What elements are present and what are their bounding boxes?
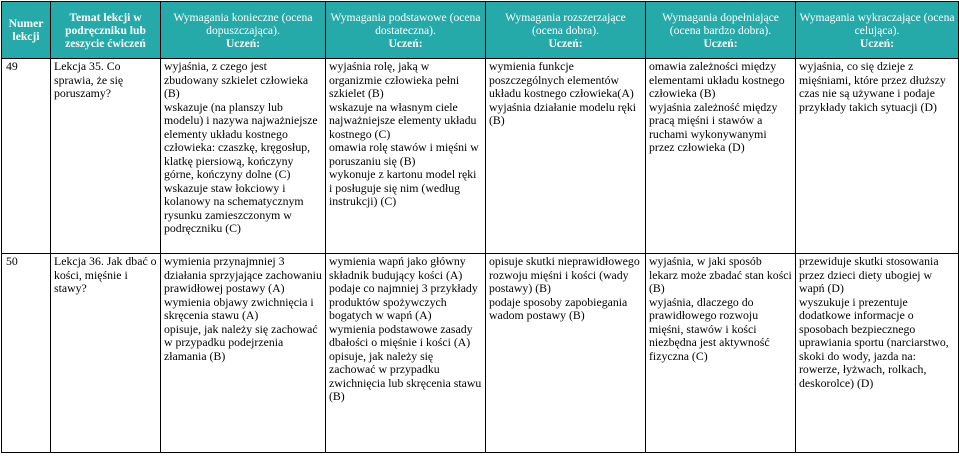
requirement-item: opisuje, jak należy się zachować w przypadku podejrzenia złamania (B) (164, 321, 318, 363)
header-podstawowe (326, 2, 486, 59)
header-rozszerzajace-uczen: Uczeń: (548, 36, 583, 50)
konieczne-cell (161, 254, 326, 453)
requirement-item: wyjaśnia, w jaki sposób lekarz może zbadać stan kości (B) (649, 254, 792, 295)
header-konieczne-uczen: Uczeń: (225, 36, 261, 50)
header-podstawowe-title: Wymagania podstawowe (ocena dostateczna). (330, 10, 481, 37)
header-wykraczajace (796, 2, 959, 59)
lesson-number: 50 (2, 254, 51, 453)
podstawowe-cell (326, 254, 486, 453)
requirement-item: wyjaśnia rolę, jaką w organizmie człowieka pełni szkielet (B) (329, 59, 460, 100)
dopelniajace-cell (646, 59, 796, 254)
header-wykraczajace-uczen: Uczeń: (859, 36, 895, 50)
requirement-item: wyjaśnia, co się dzieje z mięśniami, które przez dłuższy czas nie są używane i podaje przykłady takich sytuacji (D) (799, 59, 946, 114)
requirement-item: wymienia wapń jako główny składnik budujący kości (A) (329, 254, 466, 282)
requirement-item: omawia rolę stawów i mięśni w poruszaniu się (B) (329, 140, 479, 168)
requirement-item: wskazuje na własnym ciele najważniejsze elementy układu kostnego (C) (329, 99, 477, 141)
header-dopelniajace-uczen: Uczeń: (703, 36, 738, 50)
curriculum-table (1, 1, 959, 453)
header-dopelniajace-title: Wymagania dopełniające (ocena bardzo dobra). (662, 10, 779, 37)
table-row (2, 254, 959, 453)
podstawowe-cell (326, 59, 486, 254)
rozszerzajace-cell (486, 254, 646, 453)
wykraczajace-cell (796, 254, 959, 453)
rozszerzajace-cell (486, 59, 646, 254)
requirement-item: opisuje skutki nieprawidłowego rozwoju mięśni i kości (wady postawy) (B) (489, 254, 640, 295)
lesson-number: 49 (2, 59, 51, 254)
konieczne-cell (161, 59, 326, 254)
requirement-item: wykonuje z kartonu model ręki i posługuje się nim (według instrukcji) (C) (329, 167, 477, 208)
header-rozszerzajace-title: Wymagania rozszerzające (ocena dobra). (505, 10, 626, 37)
requirement-item: podaje sposoby zapobiegania wadom postawy (B) (489, 294, 628, 322)
header-numer: Numer lekcji (2, 2, 51, 59)
requirement-item: opisuje, jak należy się zachować w przypadku zwichnięcia lub skręcenia stawu (B) (329, 348, 482, 403)
requirement-item: wymienia przynajmniej 3 działania sprzyjające zachowaniu prawidłowej postawy (A) (164, 254, 322, 295)
header-dopelniajace (646, 2, 796, 59)
requirement-item: wymienia objawy zwichnięcia i skręcenia stawu (A) (164, 294, 314, 322)
requirement-item: wyszukuje i prezentuje dodatkowe informacje o sposobach bezpiecznego uprawiania sportu (narciarstwo, skoki do wody, jazda na: rowerze, łyżwach, rolkach, deskorolce) (D) (799, 294, 949, 390)
requirement-item: wyjaśnia, z czego jest zbudowany szkielet człowieka (B) (164, 59, 309, 100)
header-rozszerzajace (486, 2, 646, 59)
header-konieczne-title: Wymagania konieczne (ocena dopuszczająca). (173, 10, 313, 37)
requirement-item: wymienia podstawowe zasady dbałości o mięśnie i kości (A) (329, 321, 473, 349)
requirement-item: wskazuje (na planszy lub modelu) i nazywa najważniejsze elementy układu kostnego człowieka: czaszkę, kręgosłup, klatkę piersiową, kończyny górne, kończyny dolne (C) (164, 99, 318, 181)
requirement-item: wymienia funkcje poszczególnych elementów układu kostnego człowieka(A) (489, 59, 634, 100)
table-row (2, 59, 959, 254)
header-row (2, 2, 959, 59)
lesson-topic: Lekcja 36. Jak dbać o kości, mięśnie i stawy? (51, 254, 161, 453)
wykraczajace-cell (796, 59, 959, 254)
header-temat: Temat lekcji w podręczniku lub zeszycie ćwiczeń (51, 2, 161, 59)
header-konieczne (161, 2, 326, 59)
requirement-item: wyjaśnia, dlaczego do prawidłowego rozwoju mięśni, stawów i kości niezbędna jest aktywność fizyczna (C) (649, 294, 770, 363)
requirement-item: omawia zależności między elementami układu kostnego człowieka (B) (649, 59, 785, 100)
header-wykraczajace-title: Wymagania wykraczające (ocena celująca). (799, 10, 955, 37)
header-podstawowe-uczen: Uczeń: (388, 36, 423, 50)
requirement-item: przewiduje skutki stosowania przez dzieci diety ubogiej w wapń (D) (799, 254, 939, 295)
requirement-item: podaje co najmniej 3 przykłady produktów spożywczych bogatych w wapń (A) (329, 281, 478, 322)
dopelniajace-cell (646, 254, 796, 453)
lesson-topic: Lekcja 35. Co sprawia, że się poruszamy? (51, 59, 161, 254)
requirement-item: wyjaśnia działanie modelu ręki (B) (489, 99, 637, 127)
requirement-item: wskazuje staw łokciowy i kolanowy na schematycznym rysunku zamieszczonym w podręczniku (C) (164, 180, 304, 235)
requirement-item: wyjaśnia zależność między pracą mięśni i stawów a ruchami wykonywanymi przez człowieka (D) (649, 99, 778, 154)
